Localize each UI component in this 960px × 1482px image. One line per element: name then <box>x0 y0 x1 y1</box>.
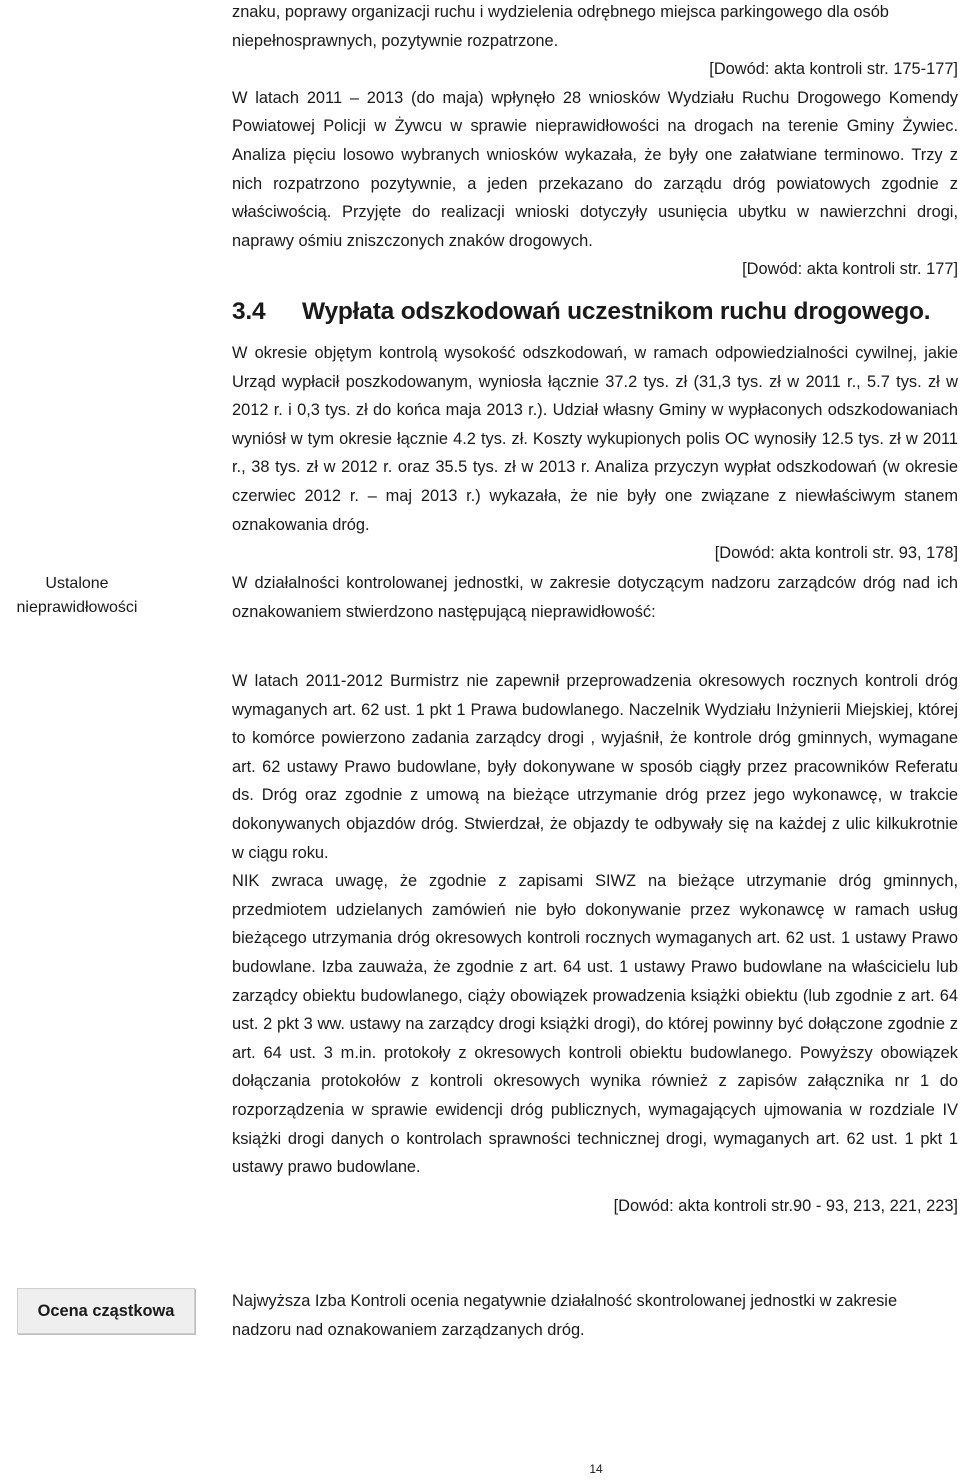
paragraph: W latach 2011-2012 Burmistrz nie zapewnił przeprowadzenia okresowych rocznych kontroli dróg wymaganych art. 62 ust. 1 pkt 1 Prawa budowlanego. Naczelnik Wydziału Inżynierii Miejskiej, której to komórce powierzono zadania zarządcy drogi , wyjaśnił, że kontrole dróg gminnych, wymagane art. 62 ustawy Prawo budowlane, były dokonywane w sposób ciągły przez pracowników Referatu ds. Dróg oraz zgodnie z umową na bieżące utrzymanie dróg przez jego wykonawcę, w trakcie dokonywanych objazdów dróg. Stwierdzał, że objazdy te odbywały się na każdej z ulic kilkukrotnie w ciągu roku. <box>232 672 958 862</box>
paragraph: W latach 2011 – 2013 (do maja) wpłynęło 28 wniosków Wydziału Ruchu Drogowego Komendy Powiatowej Policji w Żywcu w sprawie nieprawidłowości na drogach na terenie Gminy Żywiec. Analiza pięciu losowo wybranych wniosków wykazała, że były one załatwiane terminowo. Trzy z nich rozpatrzono pozytywnie, a jeden przekazano do zarządu dróg powiatowych zgodnie z właściwością. Przyjęte do realizacji wnioski dotyczyły usunięcia ubytku w nawierzchni drogi, naprawy ośmiu zniszczonych znaków drogowych. <box>232 88 958 250</box>
block-irregularities-intro <box>232 569 958 626</box>
block-assessment <box>232 1287 958 1344</box>
evidence-reference: [Dowód: akta kontroli str. 177] <box>742 260 958 279</box>
block-irregularities <box>232 667 958 1220</box>
evidence-reference: [Dowód: akta kontroli str. 175-177] <box>709 60 958 79</box>
paragraph: NIK zwraca uwagę, że zgodnie z zapisami SIWZ na bieżące utrzymanie dróg gminnych, przedmiotem udzielanych zamówień nie było dokonywanie przez wykonawcę w ramach usług bieżącego utrzymania dróg okresowych kontroli rocznych wymaganych art. 62 ust. 1 ustawy Prawo budowlane. Izba zauważa, że zgodnie z art. 64 ust. 1 ustawy Prawo budowlane na właścicielu lub zarządcy obiektu budowlanego, ciąży obowiązek prowadzenia książki obiektu (lub zgodnie z art. 64 ust. 2 pkt 3 ww. ustawy na zarządcy drogi książki drogi), do której powinny być dołączone zgodnie z art. 64 ust. 3 m.in. protokoły z okresowych kontroli obiektu budowlanego. Powyższy obowiązek dołączania protokołów z kontroli okresowych wynika również z zapisów załącznika nr 1 do rozporządzenia w sprawie ewidencji dróg publicznych, wymagających ujmowania w rozdziale IV książki drogi danych o kontrolach sprawności technicznej drogi, wymaganych art. 62 ust. 1 pkt 1 ustawy prawo budowlane. <box>232 872 958 1177</box>
evidence-reference: [Dowód: akta kontroli str.90 - 93, 213, 221, 223] <box>613 1196 958 1215</box>
paragraph: Najwyższa Izba Kontroli ocenia negatywnie działalność skontrolowanej jednostki w zakresie nadzoru nad oznakowaniem zarządzanych dróg. <box>232 1292 898 1339</box>
section-number: 3.4 <box>232 298 266 325</box>
side-label-irregularities: Ustalone nieprawidłowości <box>16 575 138 616</box>
assessment-label-box <box>17 1288 195 1334</box>
paragraph: znaku, poprawy organizacji ruchu i wydzielenia odrębnego miejsca parkingowego dla osób niepełnosprawnych, pozytywnie rozpatrzone. <box>232 3 889 50</box>
section-heading <box>232 295 958 329</box>
block-continuation <box>232 0 958 284</box>
section-title: Wypłata odszkodowań uczestnikom ruchu drogowego. <box>302 298 931 325</box>
paragraph: W okresie objętym kontrolą wysokość odszkodowań, w ramach odpowiedzialności cywilnej, jakie Urząd wypłacił poszkodowanym, wyniosła łącznie 37.2 tys. zł (31,3 tys. zł w 2011 r., 5.7 tys. zł w 2012 r. i 0,3 tys. zł do końca maja 2013 r.). Udział własny Gminy w wypłaconych odszkodowaniach wyniósł w tym okresie łącznie 4.2 tys. zł. Koszty wykupionych polis OC wynosiły 12.5 tys. zł w 2011 r., 38 tys. zł w 2012 r. oraz 35.5 tys. zł w 2013 r. Analiza przyczyn wypłat odszkodowań (w okresie czerwiec 2012 r. – maj 2013 r.) wykazała, że nie były one związane z niewłaściwym stanem oznakowania dróg. <box>232 344 958 534</box>
paragraph: W działalności kontrolowanej jednostki, w zakresie dotyczącym nadzoru zarządców dróg nad ich oznakowaniem stwierdzono następującą nieprawidłowość: <box>232 574 958 621</box>
page-number: 14 <box>589 1462 603 1476</box>
assessment-label: Ocena cząstkowa <box>37 1301 175 1320</box>
block-compensation <box>232 339 958 568</box>
evidence-reference: [Dowód: akta kontroli str. 93, 178] <box>714 544 958 563</box>
